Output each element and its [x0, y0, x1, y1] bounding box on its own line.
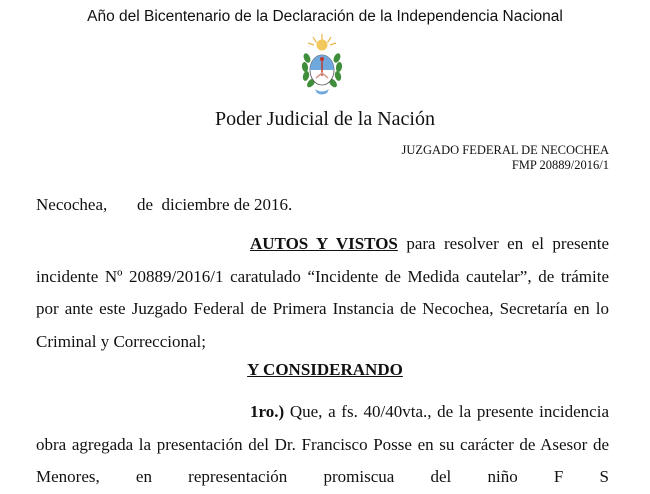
ribbon-icon: [315, 89, 329, 95]
autos-text: para resolver en el presente incidente Nº 20889/2016/1 caratulado “Incidente de Medida cautelar”, de trámite por ante este Juzgado Federal de Primera Instancia de Necochea, Secretaría en lo Criminal y Correccional;: [36, 234, 609, 351]
date-line: Necochea, de diciembre de 2016.: [36, 195, 293, 214]
court-name: JUZGADO FEDERAL DE NECOCHEA: [401, 143, 609, 157]
shield-icon: [310, 55, 334, 85]
case-reference: FMP 20889/2016/1: [511, 158, 609, 172]
sun-icon: [308, 34, 336, 51]
first-text: Que, a fs. 40/40vta., de la presente incidencia obra agregada la presentación del Dr. Francisco Posse en su carácter de Asesor de Menores, en representación promiscua del niño F S: [36, 402, 609, 486]
autos-heading: AUTOS Y VISTOS: [250, 234, 398, 253]
institution-title: Poder Judicial de la Nación: [215, 108, 435, 130]
argentine-coat-of-arms-icon: [299, 32, 345, 102]
autos-paragraph: [36, 228, 609, 358]
first-label: 1ro.): [250, 402, 285, 421]
considerando-heading: Y CONSIDERANDO: [247, 360, 403, 379]
first-considerando-paragraph: [36, 396, 609, 494]
year-motto: Año del Bicentenario de la Declaración de la Independencia Nacional: [87, 8, 563, 25]
